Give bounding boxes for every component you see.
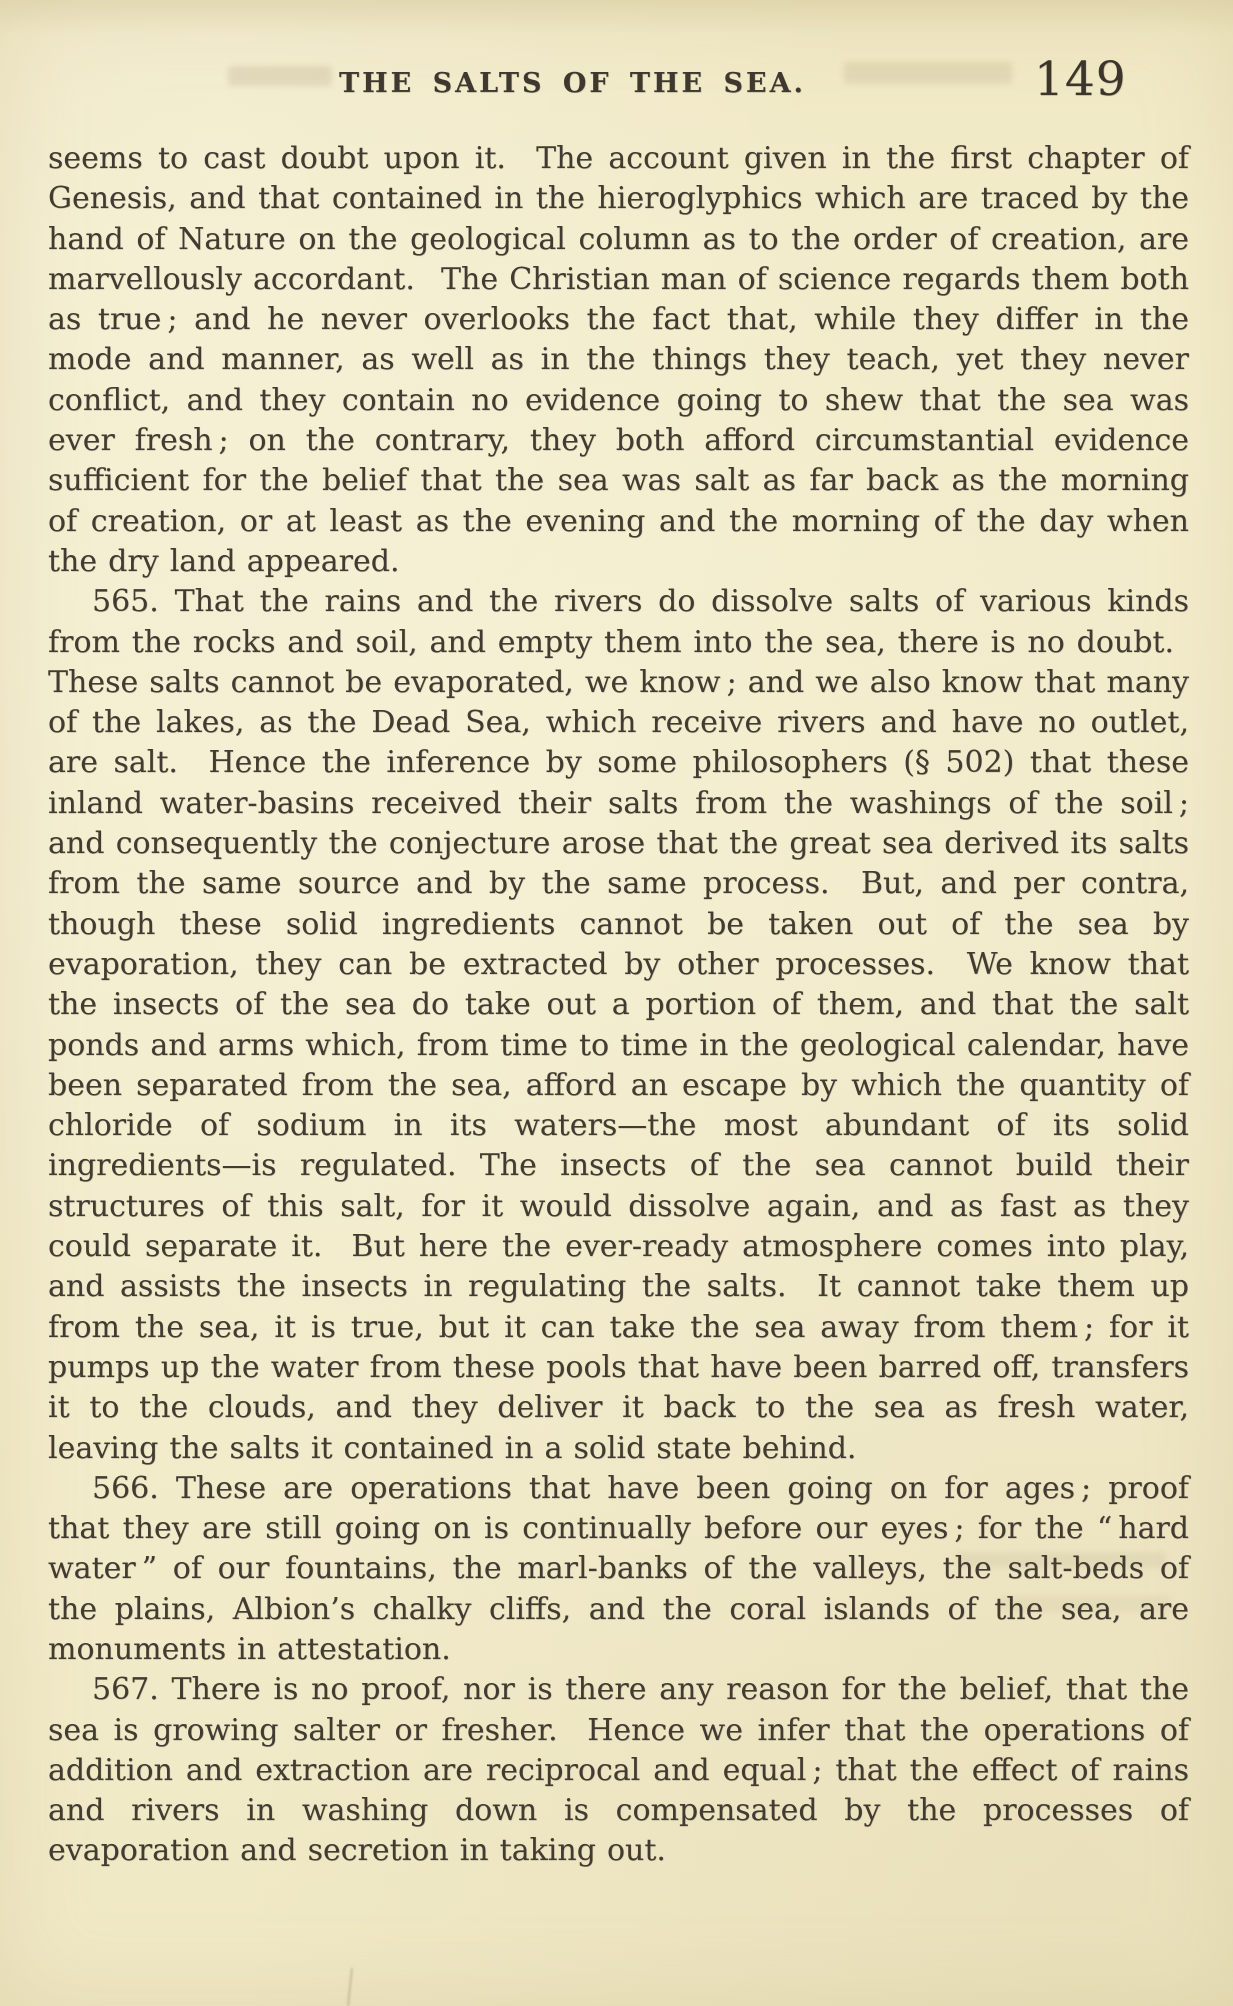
paragraph-566: 566. These are operations that have been going on for ages ; proof that they are still going on is continually before our eyes ; for the “ hard water ” of our fountains, the marl-banks of the valleys, the salt-beds of the plains, Albion’s chalky cliffs, and the coral islands of the sea, are monuments in attestation. <box>48 1470 1189 1667</box>
scan-edge-shading <box>0 0 1233 34</box>
paragraph-565: 565. That the rains and the rivers do dissolve salts of various kinds from the rocks and soil, and empty them into the sea, there is no doubt. These salts cannot be evaporated, we know ; and we also know that many of the lakes, as the Dead Sea, which receive rivers and have no outlet, are salt. Hence the inference by some philosophers (§ 502) that these inland water-basins received their salts from the washings of the soil ; and consequently the conjecture arose that the great sea derived its salts from the same source and by the same process. But, and per contra, though these solid ingredients cannot be taken out of the sea by evaporation, they can be extracted by other processes. We know that the insects of the sea do take out a portion of them, and that the salt ponds and arms which, from time to time in the geological calendar, have been separated from the sea, afford an escape by which the quantity of chloride of sodium in its waters—the most abundant of its solid ingredients—is regulated. The insects of the sea cannot build their structures of this salt, for it would dissolve again, and as fast as they could separate it. But here the ever-ready atmosphere comes into play, and assists the insects in regulating the salts. It cannot take them up from the sea, it is true, but it can take the sea away from them ; for it pumps up the water from these pools that have been barred off, transfers it to the clouds, and they deliver it back to the sea as fresh water, leaving the salts it contained in a solid state behind. <box>48 584 1189 1466</box>
paragraph-567: 567. There is no proof, nor is there any reason for the belief, that the sea is growing salter or fresher. Hence we infer that the operations of addition and extraction are reciprocal and equal ; that the effect of rains and rivers in washing down is compensated by the processes of evaporation and secretion in taking out. <box>48 1672 1189 1869</box>
running-head <box>2 68 1143 99</box>
body-text <box>48 139 1189 1872</box>
scan-crease-artifact <box>347 1968 353 2006</box>
paragraph-continuation: seems to cast doubt upon it. The account given in the first chapter of Genesis, and that contained in the hieroglyphics which are traced by the hand of Nature on the geological column as to the order of creation, are marvellously accordant. The Christian man of science regards them both as true ; and he never overlooks the fact that, while they differ in the mode and manner, as well as in the things they teach, yet they never conflict, and they contain no evidence going to shew that the sea was ever fresh ; on the contrary, they both afford circumstantial evidence sufficient for the belief that the sea was salt as far back as the morning of creation, or at least as the evening and the morning of the day when the dry land appeared. <box>48 141 1189 579</box>
page-title: THE SALTS OF THE SEA. <box>339 68 806 99</box>
page-number: 149 <box>1034 52 1127 107</box>
